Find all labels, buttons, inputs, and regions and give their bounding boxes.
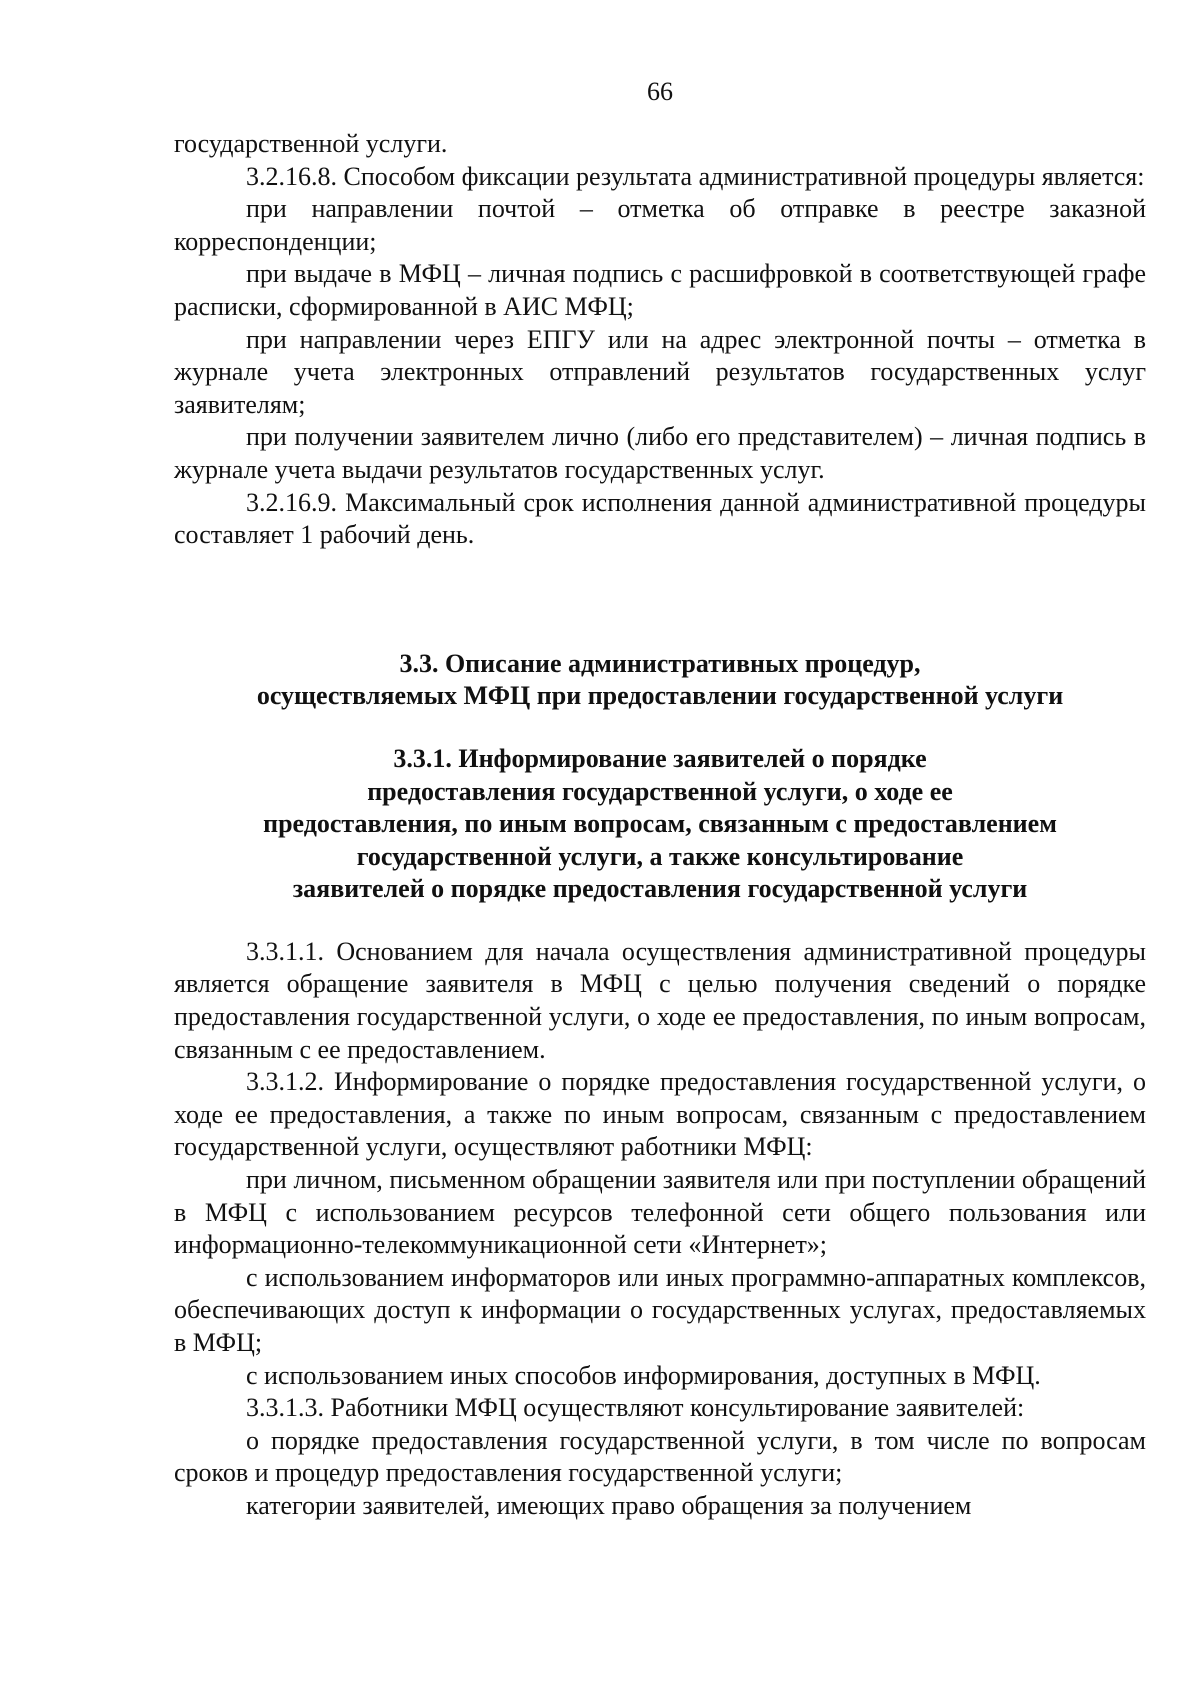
subsection-heading-line: предоставления государственной услуги, о ходе ее — [367, 776, 953, 806]
section-heading-line: 3.3. Описание административных процедур, — [399, 648, 921, 678]
paragraph: 3.2.16.9. Максимальный срок исполнения данной административной процедуры составляет 1 рабочий день. — [174, 487, 1146, 550]
paragraph: при направлении почтой – отметка об отправке в реестре заказной корреспонденции; — [174, 194, 1146, 256]
subsection-heading-line: заявителей о порядке предоставления государственной услуги — [292, 874, 1028, 904]
heading-gap — [174, 906, 1146, 936]
subsection-heading-line: 3.3.1. Информирование заявителей о порядке — [393, 743, 927, 773]
subsection-heading-line: государственной услуги, а также консультирование — [356, 841, 964, 871]
heading-gap — [174, 713, 1146, 743]
paragraph: при получении заявителем лично (либо его представителем) – личная подпись в журнале учета выдачи результатов государственных услуг. — [174, 422, 1146, 484]
subsection-heading — [174, 743, 1146, 906]
paragraph: 3.3.1.1. Основанием для начала осуществления административной процедуры является обращение заявителя в МФЦ с целью получения сведений о порядке предоставления государственной услуги, о ходе ее предоставления, по иным вопросам, связанным с ее предоставлением. — [174, 936, 1146, 1064]
page-number: 66 — [647, 77, 673, 106]
section-gap — [174, 552, 1146, 648]
subsection-heading-line: предоставления, по иным вопросам, связанным с предоставлением — [263, 809, 1057, 839]
paragraph: при направлении через ЕПГУ или на адрес электронной почты – отметка в журнале учета электронных отправлений результатов государственных услуг заявителям; — [174, 324, 1146, 419]
paragraph: 3.3.1.2. Информирование о порядке предоставления государственной услуги, о ходе ее предоставления, а также по иным вопросам, связанным с предоставлением государственной услуги, осуществляют работники МФЦ: — [174, 1067, 1146, 1162]
paragraph: с использованием иных способов информирования, доступных в МФЦ. — [246, 1360, 1041, 1390]
document-body — [174, 128, 1146, 1523]
paragraph: категории заявителей, имеющих право обращения за получением — [246, 1490, 972, 1520]
paragraph: при личном, письменном обращении заявителя или при поступлении обращений в МФЦ с использованием ресурсов телефонной сети общего пользования или информационно-телекоммуникационной сети «Интернет»; — [174, 1165, 1146, 1260]
paragraph: государственной услуги. — [174, 129, 448, 158]
paragraph: о порядке предоставления государственной услуги, в том числе по вопросам сроков и процедур предоставления государственной услуги; — [174, 1425, 1146, 1488]
paragraph: при выдаче в МФЦ – личная подпись с расшифровкой в соответствующей графе расписки, сформированной в АИС МФЦ; — [174, 259, 1146, 321]
paragraph: 3.3.1.3. Работники МФЦ осуществляют консультирование заявителей: — [246, 1393, 1025, 1423]
section-heading-line: осуществляемых МФЦ при предоставлении государственной услуги — [256, 681, 1064, 711]
section-heading — [174, 648, 1146, 713]
paragraph: с использованием информаторов или иных программно-аппаратных комплексов, обеспечивающих доступ к информации о государственных услугах, предоставляемых в МФЦ; — [174, 1262, 1146, 1357]
paragraph: 3.2.16.8. Способом фиксации результата административной процедуры является: — [246, 161, 1145, 191]
